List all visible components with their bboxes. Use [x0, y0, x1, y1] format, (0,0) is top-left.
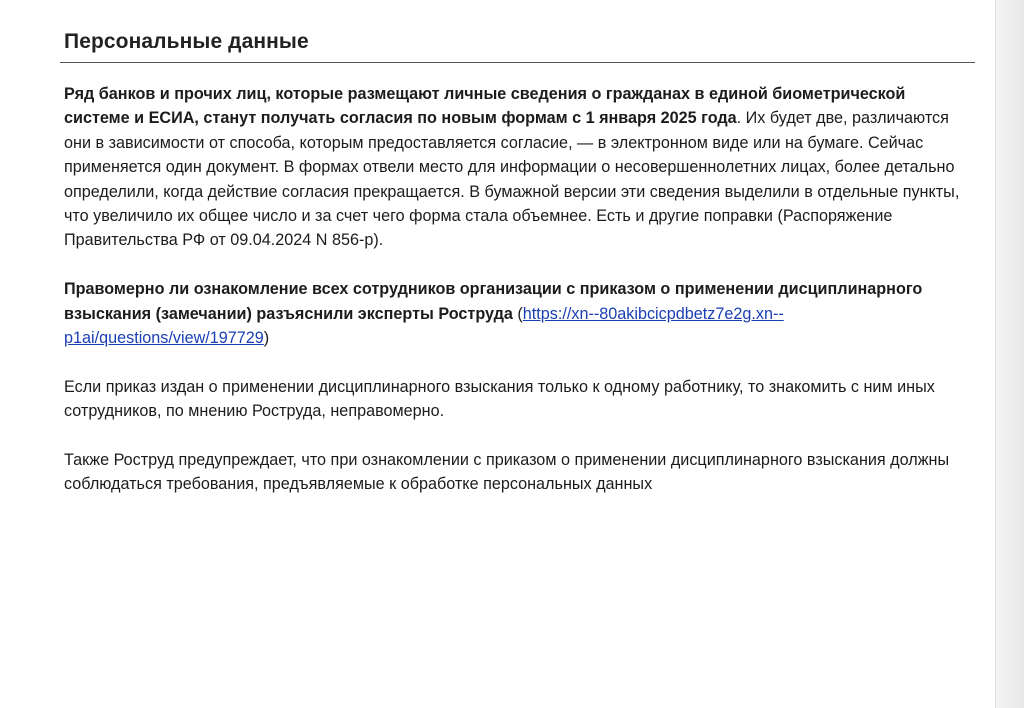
slide-title: Персональные данные: [64, 30, 309, 53]
close-paren: ): [263, 329, 270, 348]
page-edge: [995, 0, 1024, 708]
slide-content: [64, 82, 964, 521]
rostrud-link[interactable]: https://xn--80akibcicpdbetz7e2g.xn--p1ai/questions/view/197729: [64, 304, 784, 348]
title-divider: [60, 62, 975, 63]
paragraph-rostrud-warning: Также Роструд предупреждает, что при ознакомлении с приказом о применении дисциплинарного взыскания должны соблюдаться требования, предъявляемые к обработке персональных данных: [64, 451, 950, 494]
paragraph-bank-consent-body: . Их будет две, различаются они в зависимости от способа, которым предоставляется согласие, — в электронном виде или на бумаге. Сейчас применяется один документ. В формах отвели место для информации о несовершеннолетних лицах, более детально определили, когда действие согласия прекращается. В бумажной версии эти сведения выделили в отдельные пункты, что увеличило их общее число и за счет чего форма стала объемнее. Есть и другие поправки (Распоряжение Правительства РФ от 09.04.2024 N 856-р).: [64, 109, 960, 250]
open-paren: (: [512, 304, 523, 323]
paragraph-rostrud-question: [64, 277, 964, 350]
paragraph-rostrud-question-lead: Правомерно ли ознакомление всех сотрудников организации с приказом о применении дисциплинарного взыскания (замечании) разъяснили эксперты Роструда: [64, 280, 923, 323]
paragraph-rostrud-answer: Если приказ издан о применении дисциплинарного взыскания только к одному работнику, то знакомить с ним иных сотрудников, по мнению Роструда, неправомерно.: [64, 377, 935, 421]
paragraph-bank-consent-lead: Ряд банков и прочих лиц, которые размещают личные сведения о гражданах в единой биометрической системе и ЕСИА, станут получать согласия по новым формам с 1 января 2025 года: [64, 85, 906, 128]
paragraph-bank-consent: [64, 82, 964, 253]
